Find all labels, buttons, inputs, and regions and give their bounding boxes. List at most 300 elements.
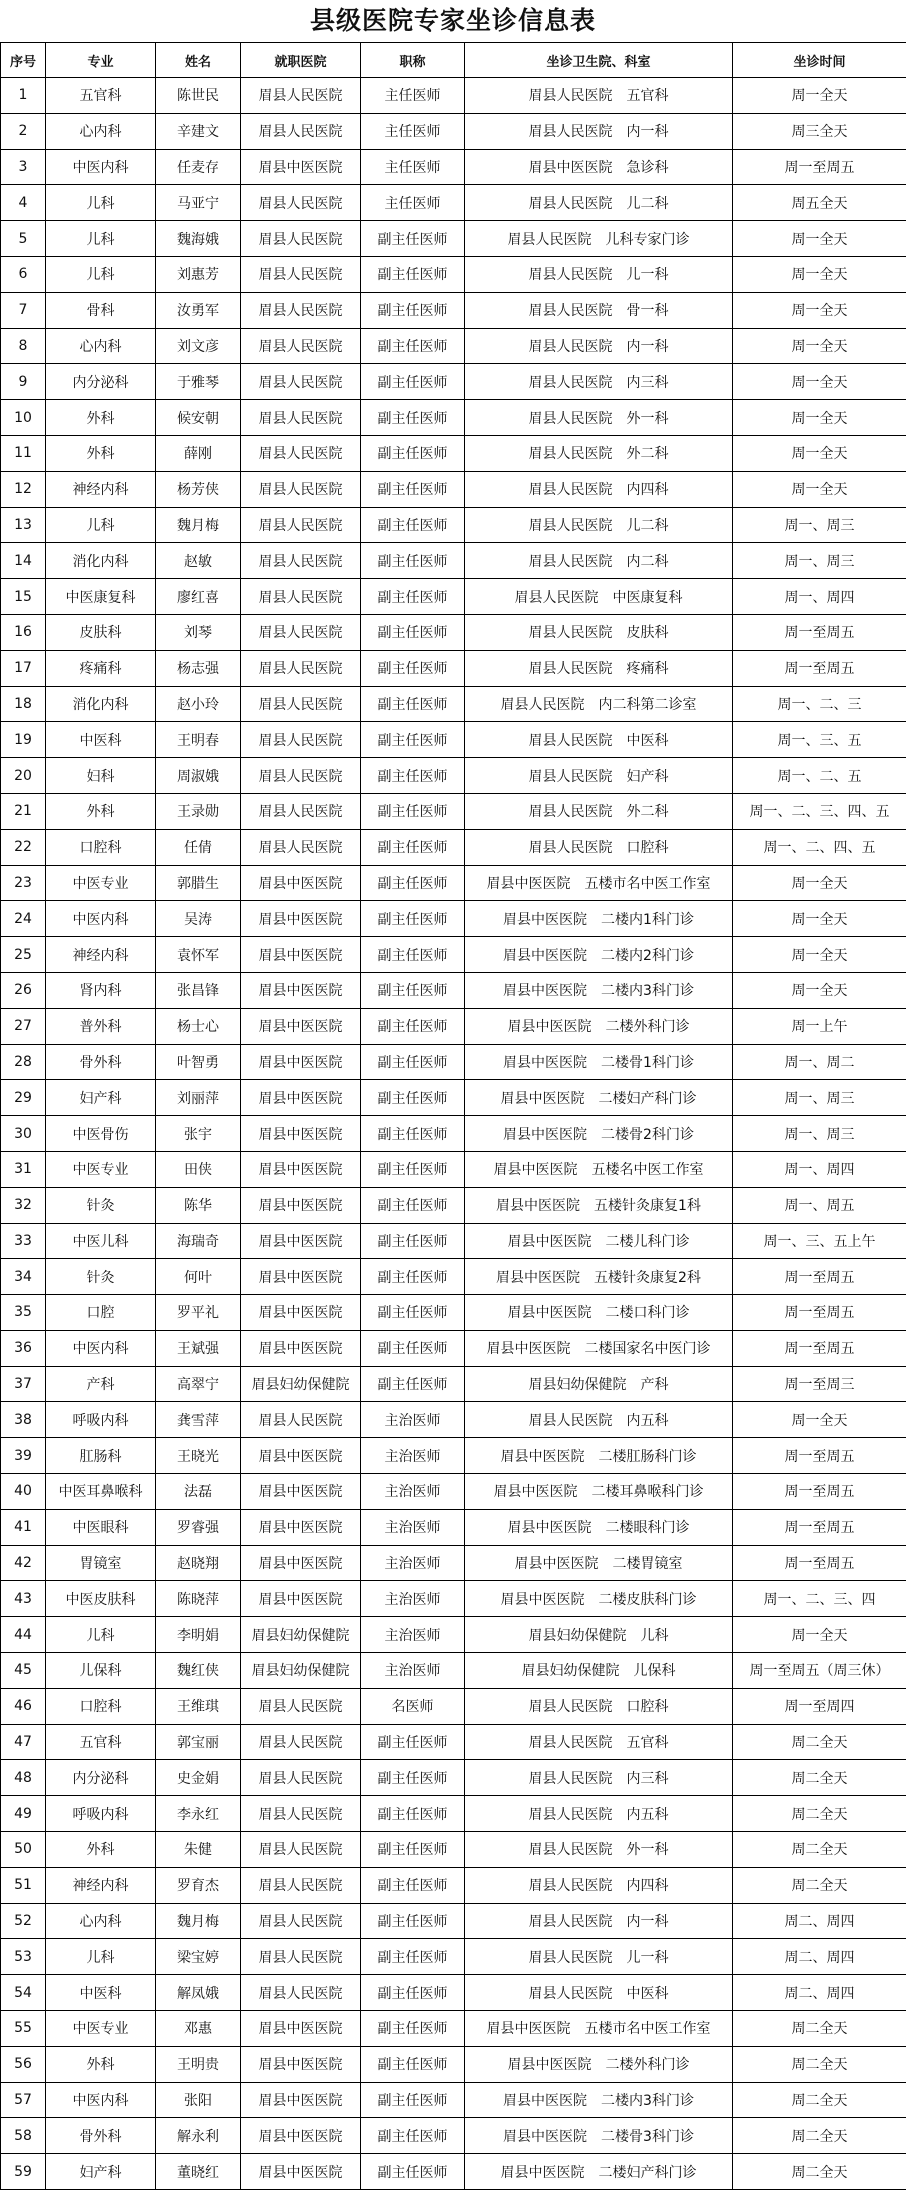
cell-seq: 26 xyxy=(1,972,46,1008)
cell-schedule: 周一、二、三、四、五 xyxy=(733,793,906,829)
cell-title: 副主任医师 xyxy=(361,2046,465,2082)
cell-hospital: 眉县妇幼保健院 xyxy=(241,1617,361,1653)
cell-title: 副主任医师 xyxy=(361,1939,465,1975)
cell-seq: 4 xyxy=(1,185,46,221)
cell-specialty: 消化内科 xyxy=(46,543,156,579)
cell-seq: 47 xyxy=(1,1724,46,1760)
cell-name: 陈晓萍 xyxy=(156,1581,241,1617)
header-clinic-dept: 坐诊卫生院、科室 xyxy=(465,43,733,78)
table-row xyxy=(1,579,906,615)
cell-schedule: 周一至周五 xyxy=(733,1259,906,1295)
cell-name: 郭宝丽 xyxy=(156,1724,241,1760)
cell-seq: 7 xyxy=(1,292,46,328)
table-row xyxy=(1,1116,906,1152)
header-hospital: 就职医院 xyxy=(241,43,361,78)
table-row xyxy=(1,614,906,650)
cell-clinic-dept: 眉县妇幼保健院 产科 xyxy=(465,1366,733,1402)
cell-hospital: 眉县人民医院 xyxy=(241,185,361,221)
cell-schedule: 周一至周五 xyxy=(733,1295,906,1331)
header-seq: 序号 xyxy=(1,43,46,78)
cell-seq: 3 xyxy=(1,149,46,185)
cell-title: 副主任医师 xyxy=(361,2011,465,2047)
table-row xyxy=(1,221,906,257)
cell-title: 主治医师 xyxy=(361,1617,465,1653)
cell-title: 主治医师 xyxy=(361,1474,465,1510)
table-row xyxy=(1,292,906,328)
cell-clinic-dept: 眉县人民医院 皮肤科 xyxy=(465,614,733,650)
cell-seq: 49 xyxy=(1,1796,46,1832)
cell-hospital: 眉县中医医院 xyxy=(241,901,361,937)
cell-name: 刘丽萍 xyxy=(156,1080,241,1116)
cell-hospital: 眉县人民医院 xyxy=(241,221,361,257)
cell-name: 王明春 xyxy=(156,722,241,758)
cell-specialty: 骨科 xyxy=(46,292,156,328)
cell-clinic-dept: 眉县中医医院 二楼内3科门诊 xyxy=(465,2082,733,2118)
cell-specialty: 中医内科 xyxy=(46,149,156,185)
cell-hospital: 眉县人民医院 xyxy=(241,1975,361,2011)
cell-seq: 21 xyxy=(1,793,46,829)
cell-schedule: 周二、周四 xyxy=(733,1903,906,1939)
cell-seq: 27 xyxy=(1,1008,46,1044)
cell-schedule: 周五全天 xyxy=(733,185,906,221)
table-row xyxy=(1,364,906,400)
cell-seq: 28 xyxy=(1,1044,46,1080)
cell-title: 副主任医师 xyxy=(361,758,465,794)
cell-title: 副主任医师 xyxy=(361,937,465,973)
cell-hospital: 眉县中医医院 xyxy=(241,1474,361,1510)
table-row xyxy=(1,1832,906,1868)
cell-title: 副主任医师 xyxy=(361,435,465,471)
cell-title: 副主任医师 xyxy=(361,1832,465,1868)
cell-clinic-dept: 眉县人民医院 中医康复科 xyxy=(465,579,733,615)
cell-seq: 46 xyxy=(1,1688,46,1724)
cell-schedule: 周一、二、三 xyxy=(733,686,906,722)
cell-schedule: 周一、周四 xyxy=(733,1151,906,1187)
cell-title: 副主任医师 xyxy=(361,1330,465,1366)
cell-clinic-dept: 眉县中医医院 二楼妇产科门诊 xyxy=(465,2154,733,2190)
cell-schedule: 周一、周二 xyxy=(733,1044,906,1080)
table-row xyxy=(1,722,906,758)
cell-name: 吴涛 xyxy=(156,901,241,937)
cell-schedule: 周二全天 xyxy=(733,1832,906,1868)
cell-seq: 42 xyxy=(1,1545,46,1581)
cell-clinic-dept: 眉县中医医院 二楼外科门诊 xyxy=(465,2046,733,2082)
table-row xyxy=(1,793,906,829)
cell-schedule: 周一至周五 xyxy=(733,1509,906,1545)
cell-seq: 39 xyxy=(1,1438,46,1474)
cell-name: 陈华 xyxy=(156,1187,241,1223)
cell-specialty: 外科 xyxy=(46,2046,156,2082)
cell-specialty: 外科 xyxy=(46,1832,156,1868)
cell-title: 主任医师 xyxy=(361,78,465,114)
cell-schedule: 周一全天 xyxy=(733,78,906,114)
cell-specialty: 外科 xyxy=(46,400,156,436)
cell-title: 副主任医师 xyxy=(361,1044,465,1080)
cell-clinic-dept: 眉县中医医院 二楼骨3科门诊 xyxy=(465,2118,733,2154)
cell-clinic-dept: 眉县中医医院 二楼国家名中医门诊 xyxy=(465,1330,733,1366)
cell-specialty: 中医内科 xyxy=(46,1330,156,1366)
cell-seq: 48 xyxy=(1,1760,46,1796)
cell-schedule: 周一全天 xyxy=(733,328,906,364)
cell-specialty: 普外科 xyxy=(46,1008,156,1044)
cell-seq: 34 xyxy=(1,1259,46,1295)
cell-specialty: 肾内科 xyxy=(46,972,156,1008)
cell-hospital: 眉县人民医院 xyxy=(241,722,361,758)
cell-specialty: 中医内科 xyxy=(46,901,156,937)
cell-clinic-dept: 眉县中医医院 五楼名中医工作室 xyxy=(465,1151,733,1187)
cell-seq: 32 xyxy=(1,1187,46,1223)
table-row xyxy=(1,2011,906,2047)
cell-title: 名医师 xyxy=(361,1688,465,1724)
cell-hospital: 眉县中医医院 xyxy=(241,1044,361,1080)
cell-clinic-dept: 眉县人民医院 儿二科 xyxy=(465,185,733,221)
cell-name: 王明贵 xyxy=(156,2046,241,2082)
cell-seq: 57 xyxy=(1,2082,46,2118)
cell-specialty: 妇科 xyxy=(46,758,156,794)
cell-specialty: 口腔 xyxy=(46,1295,156,1331)
cell-clinic-dept: 眉县人民医院 中医科 xyxy=(465,1975,733,2011)
table-row xyxy=(1,1688,906,1724)
cell-name: 罗平礼 xyxy=(156,1295,241,1331)
cell-title: 副主任医师 xyxy=(361,364,465,400)
cell-hospital: 眉县中医医院 xyxy=(241,1581,361,1617)
cell-hospital: 眉县人民医院 xyxy=(241,471,361,507)
table-row xyxy=(1,471,906,507)
header-row xyxy=(1,43,906,78)
cell-name: 梁宝婷 xyxy=(156,1939,241,1975)
cell-clinic-dept: 眉县人民医院 五官科 xyxy=(465,1724,733,1760)
cell-title: 副主任医师 xyxy=(361,2118,465,2154)
cell-name: 郭腊生 xyxy=(156,865,241,901)
cell-schedule: 周一全天 xyxy=(733,400,906,436)
cell-title: 主治医师 xyxy=(361,1653,465,1689)
table-row xyxy=(1,1044,906,1080)
cell-schedule: 周二全天 xyxy=(733,2154,906,2190)
cell-clinic-dept: 眉县人民医院 内五科 xyxy=(465,1796,733,1832)
expert-schedule-table xyxy=(0,42,906,2190)
cell-seq: 53 xyxy=(1,1939,46,1975)
cell-seq: 20 xyxy=(1,758,46,794)
cell-hospital: 眉县人民医院 xyxy=(241,1688,361,1724)
cell-schedule: 周一至周五 xyxy=(733,614,906,650)
cell-seq: 51 xyxy=(1,1867,46,1903)
cell-clinic-dept: 眉县人民医院 内三科 xyxy=(465,1760,733,1796)
cell-schedule: 周一、周三 xyxy=(733,1116,906,1152)
cell-title: 副主任医师 xyxy=(361,1008,465,1044)
cell-name: 邓惠 xyxy=(156,2011,241,2047)
cell-seq: 22 xyxy=(1,829,46,865)
cell-specialty: 胃镜室 xyxy=(46,1545,156,1581)
cell-seq: 45 xyxy=(1,1653,46,1689)
cell-clinic-dept: 眉县中医医院 二楼外科门诊 xyxy=(465,1008,733,1044)
cell-specialty: 口腔科 xyxy=(46,1688,156,1724)
cell-schedule: 周一、周三 xyxy=(733,1080,906,1116)
cell-name: 董晓红 xyxy=(156,2154,241,2190)
cell-clinic-dept: 眉县人民医院 儿一科 xyxy=(465,256,733,292)
cell-hospital: 眉县中医医院 xyxy=(241,1151,361,1187)
cell-seq: 1 xyxy=(1,78,46,114)
cell-schedule: 周一、二、五 xyxy=(733,758,906,794)
cell-clinic-dept: 眉县人民医院 骨一科 xyxy=(465,292,733,328)
cell-seq: 16 xyxy=(1,614,46,650)
table-row xyxy=(1,1295,906,1331)
cell-name: 袁怀军 xyxy=(156,937,241,973)
cell-seq: 43 xyxy=(1,1581,46,1617)
cell-name: 马亚宁 xyxy=(156,185,241,221)
cell-title: 副主任医师 xyxy=(361,543,465,579)
cell-seq: 29 xyxy=(1,1080,46,1116)
cell-schedule: 周三全天 xyxy=(733,113,906,149)
cell-specialty: 骨外科 xyxy=(46,1044,156,1080)
table-row xyxy=(1,865,906,901)
cell-title: 主任医师 xyxy=(361,113,465,149)
cell-clinic-dept: 眉县中医医院 二楼骨1科门诊 xyxy=(465,1044,733,1080)
cell-schedule: 周一上午 xyxy=(733,1008,906,1044)
cell-hospital: 眉县中医医院 xyxy=(241,972,361,1008)
cell-schedule: 周一全天 xyxy=(733,221,906,257)
table-row xyxy=(1,1581,906,1617)
cell-clinic-dept: 眉县中医医院 二楼皮肤科门诊 xyxy=(465,1581,733,1617)
cell-title: 副主任医师 xyxy=(361,722,465,758)
cell-clinic-dept: 眉县人民医院 外二科 xyxy=(465,435,733,471)
cell-schedule: 周一全天 xyxy=(733,292,906,328)
cell-specialty: 儿科 xyxy=(46,1939,156,1975)
cell-name: 李明娟 xyxy=(156,1617,241,1653)
cell-schedule: 周一至周五 xyxy=(733,1474,906,1510)
cell-schedule: 周二全天 xyxy=(733,1867,906,1903)
cell-clinic-dept: 眉县中医医院 二楼骨2科门诊 xyxy=(465,1116,733,1152)
cell-clinic-dept: 眉县中医医院 二楼胃镜室 xyxy=(465,1545,733,1581)
table-row xyxy=(1,1545,906,1581)
table-body xyxy=(1,78,906,2190)
cell-seq: 30 xyxy=(1,1116,46,1152)
cell-title: 副主任医师 xyxy=(361,1151,465,1187)
cell-hospital: 眉县人民医院 xyxy=(241,1724,361,1760)
cell-hospital: 眉县人民医院 xyxy=(241,364,361,400)
cell-title: 副主任医师 xyxy=(361,1259,465,1295)
cell-title: 副主任医师 xyxy=(361,1760,465,1796)
cell-clinic-dept: 眉县人民医院 口腔科 xyxy=(465,1688,733,1724)
cell-title: 副主任医师 xyxy=(361,829,465,865)
cell-clinic-dept: 眉县人民医院 内四科 xyxy=(465,471,733,507)
cell-specialty: 妇产科 xyxy=(46,1080,156,1116)
table-row xyxy=(1,972,906,1008)
cell-name: 高翠宁 xyxy=(156,1366,241,1402)
cell-clinic-dept: 眉县中医医院 二楼肛肠科门诊 xyxy=(465,1438,733,1474)
cell-seq: 25 xyxy=(1,937,46,973)
cell-hospital: 眉县中医医院 xyxy=(241,865,361,901)
cell-seq: 2 xyxy=(1,113,46,149)
cell-hospital: 眉县中医医院 xyxy=(241,1116,361,1152)
cell-name: 何叶 xyxy=(156,1259,241,1295)
cell-seq: 37 xyxy=(1,1366,46,1402)
cell-specialty: 呼吸内科 xyxy=(46,1402,156,1438)
cell-hospital: 眉县中医医院 xyxy=(241,2046,361,2082)
cell-title: 主治医师 xyxy=(361,1438,465,1474)
table-row xyxy=(1,1438,906,1474)
cell-clinic-dept: 眉县人民医院 外一科 xyxy=(465,1832,733,1868)
cell-specialty: 外科 xyxy=(46,793,156,829)
cell-schedule: 周一全天 xyxy=(733,901,906,937)
cell-seq: 41 xyxy=(1,1509,46,1545)
cell-specialty: 口腔科 xyxy=(46,829,156,865)
cell-hospital: 眉县人民医院 xyxy=(241,650,361,686)
cell-schedule: 周二、周四 xyxy=(733,1975,906,2011)
cell-seq: 50 xyxy=(1,1832,46,1868)
cell-specialty: 中医专业 xyxy=(46,2011,156,2047)
cell-schedule: 周一全天 xyxy=(733,364,906,400)
table-row xyxy=(1,1080,906,1116)
cell-specialty: 神经内科 xyxy=(46,937,156,973)
cell-name: 张阳 xyxy=(156,2082,241,2118)
table-row xyxy=(1,113,906,149)
cell-name: 赵敏 xyxy=(156,543,241,579)
cell-schedule: 周二全天 xyxy=(733,2046,906,2082)
cell-hospital: 眉县人民医院 xyxy=(241,113,361,149)
cell-clinic-dept: 眉县妇幼保健院 儿科 xyxy=(465,1617,733,1653)
cell-name: 魏海娥 xyxy=(156,221,241,257)
cell-specialty: 外科 xyxy=(46,435,156,471)
cell-name: 王维琪 xyxy=(156,1688,241,1724)
cell-specialty: 骨外科 xyxy=(46,2118,156,2154)
cell-schedule: 周一至周五 xyxy=(733,1330,906,1366)
cell-title: 副主任医师 xyxy=(361,507,465,543)
cell-specialty: 消化内科 xyxy=(46,686,156,722)
cell-hospital: 眉县中医医院 xyxy=(241,149,361,185)
cell-clinic-dept: 眉县中医医院 二楼内2科门诊 xyxy=(465,937,733,973)
cell-clinic-dept: 眉县人民医院 妇产科 xyxy=(465,758,733,794)
cell-hospital: 眉县中医医院 xyxy=(241,1223,361,1259)
table-row xyxy=(1,1975,906,2011)
cell-specialty: 中医科 xyxy=(46,1975,156,2011)
cell-specialty: 针灸 xyxy=(46,1259,156,1295)
cell-specialty: 内分泌科 xyxy=(46,364,156,400)
cell-title: 主任医师 xyxy=(361,185,465,221)
cell-specialty: 疼痛科 xyxy=(46,650,156,686)
cell-seq: 13 xyxy=(1,507,46,543)
cell-specialty: 中医内科 xyxy=(46,2082,156,2118)
cell-title: 副主任医师 xyxy=(361,614,465,650)
table-row xyxy=(1,937,906,973)
cell-clinic-dept: 眉县中医医院 五楼市名中医工作室 xyxy=(465,865,733,901)
header-title: 职称 xyxy=(361,43,465,78)
cell-specialty: 中医眼科 xyxy=(46,1509,156,1545)
cell-clinic-dept: 眉县中医医院 二楼耳鼻喉科门诊 xyxy=(465,1474,733,1510)
page-title: 县级医院专家坐诊信息表 xyxy=(309,6,596,35)
cell-hospital: 眉县中医医院 xyxy=(241,2082,361,2118)
cell-hospital: 眉县中医医院 xyxy=(241,1330,361,1366)
cell-schedule: 周一、周三 xyxy=(733,507,906,543)
cell-clinic-dept: 眉县中医医院 二楼妇产科门诊 xyxy=(465,1080,733,1116)
table-row xyxy=(1,400,906,436)
cell-title: 主治医师 xyxy=(361,1509,465,1545)
cell-clinic-dept: 眉县中医医院 五楼针灸康复1科 xyxy=(465,1187,733,1223)
cell-title: 副主任医师 xyxy=(361,2154,465,2190)
cell-schedule: 周一、周三 xyxy=(733,543,906,579)
cell-title: 主治医师 xyxy=(361,1402,465,1438)
cell-schedule: 周一至周五 xyxy=(733,149,906,185)
cell-seq: 55 xyxy=(1,2011,46,2047)
cell-name: 解永利 xyxy=(156,2118,241,2154)
cell-clinic-dept: 眉县中医医院 五楼市名中医工作室 xyxy=(465,2011,733,2047)
cell-title: 主任医师 xyxy=(361,149,465,185)
cell-name: 史金娟 xyxy=(156,1760,241,1796)
cell-clinic-dept: 眉县中医医院 五楼针灸康复2科 xyxy=(465,1259,733,1295)
cell-specialty: 五官科 xyxy=(46,78,156,114)
cell-schedule: 周一、二、四、五 xyxy=(733,829,906,865)
cell-seq: 56 xyxy=(1,2046,46,2082)
table-row xyxy=(1,829,906,865)
cell-specialty: 五官科 xyxy=(46,1724,156,1760)
cell-title: 副主任医师 xyxy=(361,1116,465,1152)
cell-hospital: 眉县人民医院 xyxy=(241,1832,361,1868)
cell-name: 杨志强 xyxy=(156,650,241,686)
cell-name: 李永红 xyxy=(156,1796,241,1832)
cell-hospital: 眉县中医医院 xyxy=(241,1509,361,1545)
table-row xyxy=(1,1760,906,1796)
cell-specialty: 呼吸内科 xyxy=(46,1796,156,1832)
cell-name: 任麦存 xyxy=(156,149,241,185)
cell-hospital: 眉县人民医院 xyxy=(241,543,361,579)
cell-hospital: 眉县人民医院 xyxy=(241,686,361,722)
cell-specialty: 产科 xyxy=(46,1366,156,1402)
cell-clinic-dept: 眉县人民医院 疼痛科 xyxy=(465,650,733,686)
cell-name: 龚雪萍 xyxy=(156,1402,241,1438)
cell-hospital: 眉县人民医院 xyxy=(241,78,361,114)
cell-schedule: 周一全天 xyxy=(733,435,906,471)
cell-title: 副主任医师 xyxy=(361,1366,465,1402)
cell-seq: 17 xyxy=(1,650,46,686)
cell-specialty: 心内科 xyxy=(46,1903,156,1939)
table-row xyxy=(1,1939,906,1975)
cell-title: 副主任医师 xyxy=(361,1796,465,1832)
cell-title: 副主任医师 xyxy=(361,1903,465,1939)
cell-hospital: 眉县人民医院 xyxy=(241,1760,361,1796)
cell-title: 副主任医师 xyxy=(361,579,465,615)
table-row xyxy=(1,1903,906,1939)
cell-specialty: 儿科 xyxy=(46,256,156,292)
cell-specialty: 儿保科 xyxy=(46,1653,156,1689)
cell-schedule: 周二全天 xyxy=(733,2118,906,2154)
cell-name: 张宇 xyxy=(156,1116,241,1152)
cell-title: 副主任医师 xyxy=(361,471,465,507)
cell-name: 罗育杰 xyxy=(156,1867,241,1903)
cell-schedule: 周一、周五 xyxy=(733,1187,906,1223)
cell-seq: 19 xyxy=(1,722,46,758)
cell-seq: 59 xyxy=(1,2154,46,2190)
cell-schedule: 周一至周三 xyxy=(733,1366,906,1402)
cell-schedule: 周一全天 xyxy=(733,972,906,1008)
cell-clinic-dept: 眉县人民医院 内一科 xyxy=(465,113,733,149)
cell-clinic-dept: 眉县人民医院 五官科 xyxy=(465,78,733,114)
cell-title: 副主任医师 xyxy=(361,1295,465,1331)
cell-seq: 12 xyxy=(1,471,46,507)
cell-name: 王录勋 xyxy=(156,793,241,829)
cell-name: 周淑娥 xyxy=(156,758,241,794)
cell-clinic-dept: 眉县中医医院 二楼眼科门诊 xyxy=(465,1509,733,1545)
cell-name: 朱健 xyxy=(156,1832,241,1868)
table-row xyxy=(1,1509,906,1545)
cell-schedule: 周一全天 xyxy=(733,937,906,973)
cell-specialty: 神经内科 xyxy=(46,1867,156,1903)
cell-specialty: 心内科 xyxy=(46,328,156,364)
cell-specialty: 针灸 xyxy=(46,1187,156,1223)
cell-title: 副主任医师 xyxy=(361,865,465,901)
cell-schedule: 周一全天 xyxy=(733,1402,906,1438)
cell-clinic-dept: 眉县人民医院 口腔科 xyxy=(465,829,733,865)
table-row xyxy=(1,78,906,114)
cell-specialty: 妇产科 xyxy=(46,2154,156,2190)
